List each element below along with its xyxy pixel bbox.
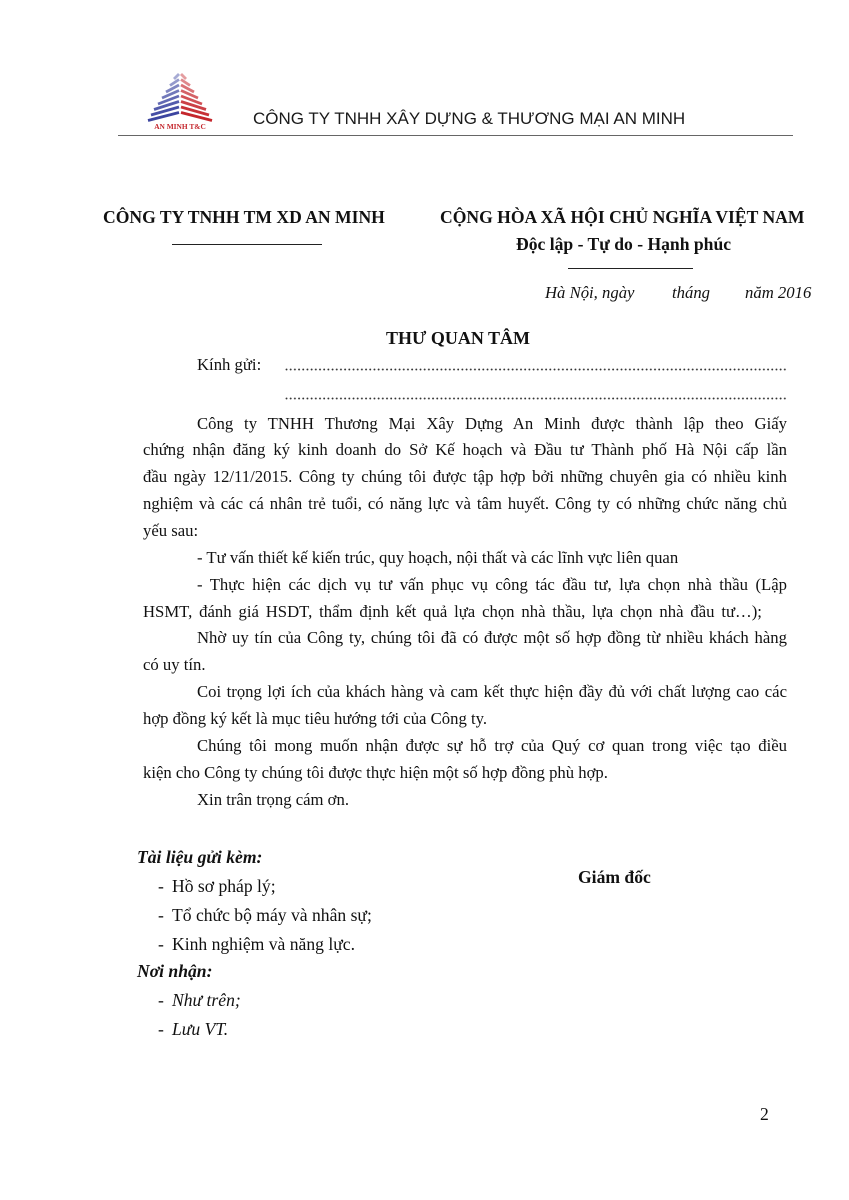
national-motto: Độc lập - Tự do - Hạnh phúc xyxy=(516,234,732,254)
company-banner: CÔNG TY TNHH XÂY DỰNG & THƯƠNG MẠI AN MINH xyxy=(253,109,686,128)
motto-underline xyxy=(568,268,693,269)
list-bullet: - xyxy=(158,876,164,896)
recipient-item: Lưu VT. xyxy=(172,1019,229,1039)
sender-company-name: CÔNG TY TNHH TM XD AN MINH xyxy=(103,207,385,227)
list-bullet: - xyxy=(158,934,164,954)
logo-stripe xyxy=(181,74,186,79)
paragraph xyxy=(143,625,787,679)
logo-text: AN MINH T&C xyxy=(154,122,206,131)
list-bullet: - xyxy=(158,905,164,925)
body-line: chứng nhận đăng ký kinh doanh do Sở Kế hoạch và Đầu tư Thành phố Hà Nội cấp lần xyxy=(143,440,787,460)
list-bullet: - xyxy=(158,1019,164,1039)
letter-body xyxy=(143,411,787,814)
signature-title: Giám đốc xyxy=(578,867,651,887)
body-line: HSMT, đánh giá HSDT, thẩm định kết quả lựa chọn nhà thầu, lựa chọn nhà đầu tư…); xyxy=(143,601,762,621)
paragraph xyxy=(143,545,787,572)
body-line: đầu ngày 12/11/2015. Công ty chúng tôi được tập hợp bởi những chuyên gia có nhiều kinh xyxy=(143,467,787,487)
sender-underline xyxy=(172,244,322,245)
body-line: có uy tín. xyxy=(143,655,206,675)
body-line: - Thực hiện các dịch vụ tư vấn phục vụ công tác đầu tư, lựa chọn nhà thầu (Lập xyxy=(197,574,787,594)
recipients-heading: Nơi nhận: xyxy=(137,961,213,981)
attachments-heading: Tài liệu gửi kèm: xyxy=(137,847,263,867)
salutation-label: Kính gửi: xyxy=(197,354,262,374)
body-line: hợp đồng ký kết là mục tiêu hướng tới của Công ty. xyxy=(143,708,488,728)
paragraph xyxy=(143,733,787,787)
body-line: Coi trọng lợi ích của khách hàng và cam kết thực hiện đầy đủ với chất lượng cao các xyxy=(197,682,787,702)
letter-title: THƯ QUAN TÂM xyxy=(386,328,530,348)
body-line: Xin trân trọng cám ơn. xyxy=(197,789,350,809)
body-line: yếu sau: xyxy=(143,520,199,540)
body-line: Công ty TNHH Thương Mại Xây Dựng An Minh được thành lập theo Giấy xyxy=(197,413,787,433)
body-line: Nhờ uy tín của Công ty, chúng tôi đã có được một số hợp đồng từ nhiều khách hàng xyxy=(197,628,787,648)
recipient-dotted-line xyxy=(285,397,787,400)
attachment-item: Tổ chức bộ máy và nhân sự; xyxy=(172,905,372,925)
list-bullet: - xyxy=(158,990,164,1010)
date-month: tháng xyxy=(672,282,711,302)
company-logo xyxy=(145,68,215,134)
header-rule xyxy=(118,135,793,136)
date-place-day: Hà Nội, ngày xyxy=(545,282,635,302)
paragraph xyxy=(143,679,787,733)
paragraph xyxy=(143,787,787,814)
logo-stripe xyxy=(174,74,179,79)
body-line: nghiệm và các cá nhân trẻ tuổi, có năng lực và tâm huyết. Công ty có những chức năng chủ xyxy=(143,494,787,514)
body-line: - Tư vấn thiết kế kiến trúc, quy hoạch, nội thất và các lĩnh vực liên quan xyxy=(197,547,679,567)
paragraph xyxy=(143,572,787,626)
body-line: Chúng tôi mong muốn nhận được sự hỗ trợ của Quý cơ quan trong việc tạo điều xyxy=(197,735,787,755)
recipient-dotted-line xyxy=(285,368,787,371)
attachment-item: Hồ sơ pháp lý; xyxy=(172,876,276,896)
paragraph xyxy=(143,411,787,545)
recipient-item: Như trên; xyxy=(172,990,241,1010)
attachment-item: Kinh nghiệm và năng lực. xyxy=(172,934,355,954)
national-title: CỘNG HÒA XÃ HỘI CHỦ NGHĨA VIỆT NAM xyxy=(440,207,805,227)
page-number: 2 xyxy=(760,1104,769,1124)
date-year: năm 2016 xyxy=(745,282,812,302)
body-line: kiện cho Công ty chúng tôi được thực hiện một số hợp đồng phù hợp. xyxy=(143,762,608,782)
